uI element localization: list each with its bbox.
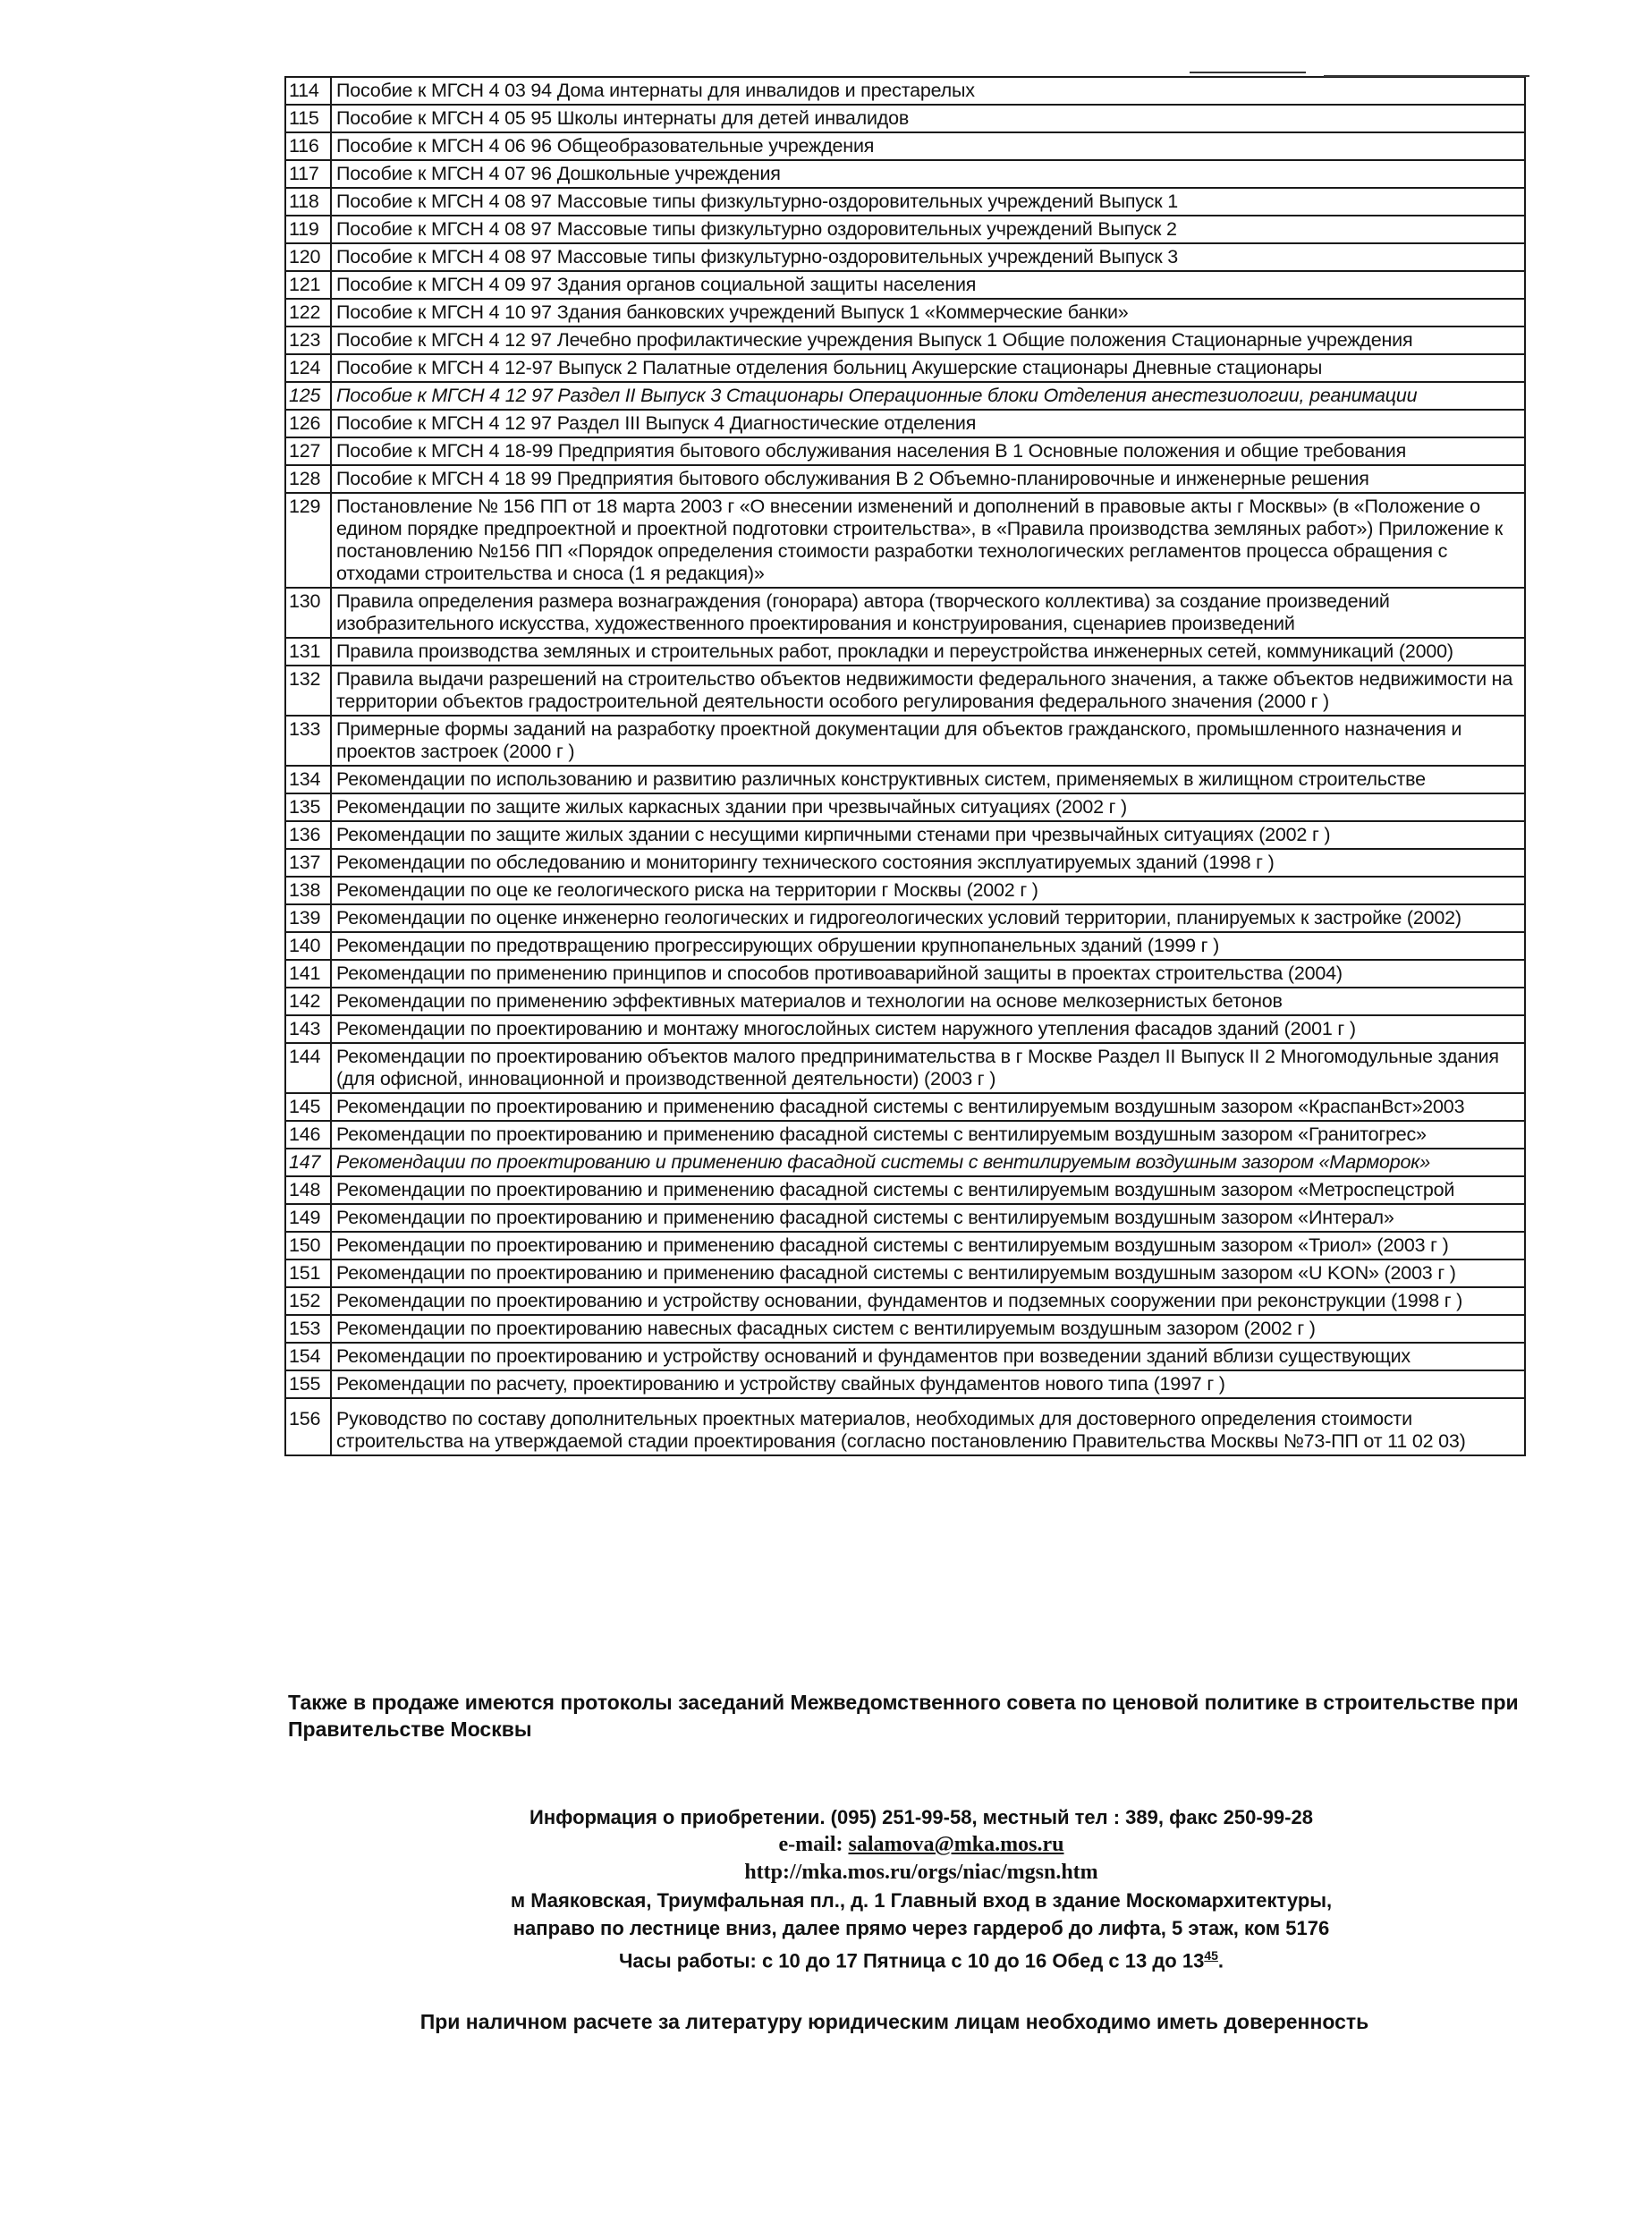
catalog-row xyxy=(285,410,1525,437)
catalog-row-title: Постановление № 156 ПП от 18 марта 2003 г «О внесении изменений и дополнений в правовые акты г Москвы» (в «Положение о едином порядке предпроектной и проектной подготовки строительства», в «Правила производства земляных работ») Приложение к постановлению №156 ПП «Порядок определения стоимости разработки технологических регламентов процесса обращения с отходами строительства и сноса (1 я редакция)» xyxy=(331,493,1525,588)
catalog-row-number: 133 xyxy=(285,716,331,766)
catalog-row-title: Пособие к МГСН 4 18 99 Предприятия бытового обслуживания В 2 Объемно-планировочные и инженерные решения xyxy=(331,465,1525,493)
catalog-row-number: 146 xyxy=(285,1121,331,1149)
catalog-row-number: 118 xyxy=(285,188,331,216)
catalog-row-number: 130 xyxy=(285,588,331,638)
catalog-row-title: Пособие к МГСН 4 07 96 Дошкольные учреждения xyxy=(331,160,1525,188)
contact-email-label: e-mail: xyxy=(778,1833,843,1856)
catalog-row xyxy=(285,666,1525,716)
catalog-row-number: 140 xyxy=(285,932,331,960)
catalog-row-title: Рекомендации по применению эффективных материалов и технологии на основе мелкозернистых бетонов xyxy=(331,988,1525,1015)
catalog-row-title: Рекомендации по применению принципов и способов противоаварийной защиты в проектах строительства (2004) xyxy=(331,960,1525,988)
catalog-row xyxy=(285,1121,1525,1149)
catalog-row-title: Рекомендации по расчету, проектированию и устройству свайных фундаментов нового типа (1997 г ) xyxy=(331,1370,1525,1398)
catalog-row xyxy=(285,877,1525,904)
catalog-row-number: 123 xyxy=(285,327,331,354)
catalog-row xyxy=(285,105,1525,132)
catalog-row-title: Пособие к МГСН 4 05 95 Школы интернаты для детей инвалидов xyxy=(331,105,1525,132)
catalog-row xyxy=(285,1093,1525,1121)
catalog-row-title: Рекомендации по защите жилых каркасных здании при чрезвычайных ситуациях (2002 г ) xyxy=(331,793,1525,821)
catalog-row-title: Пособие к МГСН 4 10 97 Здания банковских учреждений Выпуск 1 «Коммерческие банки» xyxy=(331,299,1525,327)
catalog-row-number: 152 xyxy=(285,1287,331,1315)
catalog-row-title: Рекомендации по оценке инженерно геологических и гидрогеологических условий территории, планируемых к застройке (2002) xyxy=(331,904,1525,932)
catalog-row-title: Рекомендации по проектированию навесных фасадных систем с вентилируемым воздушным зазором (2002 г ) xyxy=(331,1315,1525,1343)
notice-text: Также в продаже имеются протоколы заседаний Межведомственного совета по ценовой политике в строительстве при Правительстве Москвы xyxy=(288,1691,1519,1741)
catalog-row xyxy=(285,1043,1525,1093)
catalog-row xyxy=(285,1015,1525,1043)
catalog-row-number: 117 xyxy=(285,160,331,188)
catalog-row-title: Правила определения размера вознаграждения (гонорара) автора (творческого коллектива) за создание произведений изобразительного искусства, художественного проектирования и конструирования, сценариев произведений xyxy=(331,588,1525,638)
catalog-row-title: Рекомендации по проектированию объектов малого предпринимательства в г Москве Раздел II Выпуск II 2 Многомодульные здания (для офисной, инновационной и производственной деятельности) (2003 г ) xyxy=(331,1043,1525,1093)
catalog-row-number: 143 xyxy=(285,1015,331,1043)
catalog-row xyxy=(285,132,1525,160)
catalog-row-title: Пособие к МГСН 4 18-99 Предприятия бытового обслуживания населения В 1 Основные положения и общие требования xyxy=(331,437,1525,465)
catalog-row xyxy=(285,77,1525,105)
contact-url-link[interactable]: http://mka.mos.ru/orgs/niac/mgsn.htm xyxy=(744,1861,1098,1884)
catalog-row-title: Пособие к МГСН 4 12 97 Лечебно профилактические учреждения Выпуск 1 Общие положения Стационарные учреждения xyxy=(331,327,1525,354)
catalog-row-title: Правила производства земляных и строительных работ, прокладки и переустройства инженерных сетей, коммуникаций (2000) xyxy=(331,638,1525,666)
catalog-row xyxy=(285,354,1525,382)
catalog-row-title: Правила выдачи разрешений на строительство объектов недвижимости федерального значения, а также объектов недвижимости на территории объектов градостроительной деятельности особого регулирования федерального значения (2000 г ) xyxy=(331,666,1525,716)
catalog-row-title: Рекомендации по проектированию и применению фасадной системы с вентилируемым воздушным зазором «U KON» (2003 г ) xyxy=(331,1259,1525,1287)
catalog-row-number: 153 xyxy=(285,1315,331,1343)
catalog-row-number: 119 xyxy=(285,216,331,243)
catalog-row-title: Руководство по составу дополнительных проектных материалов, необходимых для достоверного определения стоимости строительства на утверждаемой стадии проектирования (согласно постановлению Правительства Москвы №73-ПП от 11 02 03) xyxy=(331,1398,1525,1455)
catalog-row-title: Рекомендации по проектированию и применению фасадной системы с вентилируемым воздушным зазором «Интерал» xyxy=(331,1204,1525,1232)
catalog-row-title: Пособие к МГСН 4 12-97 Выпуск 2 Палатные отделения больниц Акушерские стационары Дневные стационары xyxy=(331,354,1525,382)
catalog-row-title: Пособие к МГСН 4 06 96 Общеобразовательные учреждения xyxy=(331,132,1525,160)
catalog-row xyxy=(285,904,1525,932)
catalog-row-title: Рекомендации по проектированию и применению фасадной системы с вентилируемым воздушным зазором «Марморок» xyxy=(331,1149,1525,1176)
catalog-row xyxy=(285,1370,1525,1398)
catalog-row-number: 131 xyxy=(285,638,331,666)
catalog-row-number: 132 xyxy=(285,666,331,716)
catalog-row xyxy=(285,327,1525,354)
catalog-row-title: Рекомендации по предотвращению прогрессирующих обрушении крупнопанельных зданий (1999 г ) xyxy=(331,932,1525,960)
catalog-row-number: 125 xyxy=(285,382,331,410)
catalog-row-title: Пособие к МГСН 4 09 97 Здания органов социальной защиты населения xyxy=(331,271,1525,299)
catalog-row xyxy=(285,960,1525,988)
catalog-row-title: Пособие к МГСН 4 08 97 Массовые типы физкультурно-оздоровительных учреждений Выпуск 3 xyxy=(331,243,1525,271)
catalog-row-title: Рекомендации по проектированию и монтажу многослойных систем наружного утепления фасадов зданий (2001 г ) xyxy=(331,1015,1525,1043)
scan-artifact-line xyxy=(1324,75,1529,77)
catalog-row xyxy=(285,1176,1525,1204)
catalog-row-title: Рекомендации по оце ке геологического риска на территории г Москвы (2002 г ) xyxy=(331,877,1525,904)
catalog-row-number: 145 xyxy=(285,1093,331,1121)
catalog-table-body xyxy=(285,77,1525,1455)
catalog-row-title: Пособие к МГСН 4 03 94 Дома интернаты для инвалидов и престарелых xyxy=(331,77,1525,105)
catalog-row xyxy=(285,1259,1525,1287)
catalog-row xyxy=(285,638,1525,666)
catalog-row xyxy=(285,188,1525,216)
catalog-row-number: 128 xyxy=(285,465,331,493)
catalog-row-number: 116 xyxy=(285,132,331,160)
catalog-row-title: Рекомендации по проектированию и применению фасадной системы с вентилируемым воздушным зазором «Метроспецстрой xyxy=(331,1176,1525,1204)
catalog-row-title: Рекомендации по проектированию и применению фасадной системы с вентилируемым воздушным зазором «Гранитогрес» xyxy=(331,1121,1525,1149)
catalog-row-number: 120 xyxy=(285,243,331,271)
catalog-row-number: 150 xyxy=(285,1232,331,1259)
catalog-row xyxy=(285,849,1525,877)
catalog-row xyxy=(285,493,1525,588)
catalog-row xyxy=(285,1204,1525,1232)
contact-hours-text: Часы работы: с 10 до 17 Пятница с 10 до 16 Обед с 13 до 13 xyxy=(618,1949,1205,1972)
catalog-row xyxy=(285,1232,1525,1259)
catalog-row xyxy=(285,160,1525,188)
catalog-row-number: 127 xyxy=(285,437,331,465)
catalog-row-number: 129 xyxy=(285,493,331,588)
catalog-row xyxy=(285,932,1525,960)
catalog-row-title: Примерные формы заданий на разработку проектной документации для объектов гражданского, промышленного назначения и проектов застроек (2000 г ) xyxy=(331,716,1525,766)
contact-email-line xyxy=(394,1831,1449,1859)
contact-phones: Информация о приобретении. (095) 251-99-58, местный тел : 389, факс 250-99-28 xyxy=(529,1806,1313,1828)
catalog-row xyxy=(285,465,1525,493)
catalog-row-title: Рекомендации по использованию и развитию различных конструктивных систем, применяемых в жилищном строительстве xyxy=(331,766,1525,793)
catalog-row-title: Рекомендации по защите жилых здании с несущими кирпичными стенами при чрезвычайных ситуациях (2002 г ) xyxy=(331,821,1525,849)
catalog-row xyxy=(285,588,1525,638)
catalog-row-number: 142 xyxy=(285,988,331,1015)
catalog-row xyxy=(285,299,1525,327)
catalog-row xyxy=(285,821,1525,849)
catalog-row-number: 154 xyxy=(285,1343,331,1370)
catalog-row-title: Пособие к МГСН 4 08 97 Массовые типы физкультурно оздоровительных учреждений Выпуск 2 xyxy=(331,216,1525,243)
catalog-row-number: 156 xyxy=(285,1398,331,1455)
catalog-row-title: Рекомендации по проектированию и применению фасадной системы с вентилируемым воздушным зазором «Триол» (2003 г ) xyxy=(331,1232,1525,1259)
contact-hours: Часы работы: с 10 до 17 Пятница с 10 до 16 Обед с 13 до $13^{45}$. xyxy=(618,1948,1224,1972)
catalog-row xyxy=(285,1343,1525,1370)
catalog-row xyxy=(285,437,1525,465)
catalog-row-number: 151 xyxy=(285,1259,331,1287)
catalog-row-number: 134 xyxy=(285,766,331,793)
catalog-row-number: 126 xyxy=(285,410,331,437)
catalog-row-number: 148 xyxy=(285,1176,331,1204)
catalog-row-number: 144 xyxy=(285,1043,331,1093)
catalog-row-number: 149 xyxy=(285,1204,331,1232)
catalog-row xyxy=(285,271,1525,299)
contact-address-line-1: м Маяковская, Триумфальная пл., д. 1 Главный вход в здание Москомархитектуры, xyxy=(510,1889,1333,1912)
catalog-row-number: 114 xyxy=(285,77,331,105)
catalog-row xyxy=(285,216,1525,243)
catalog-row-number: 136 xyxy=(285,821,331,849)
catalog-row xyxy=(285,1315,1525,1343)
contact-hours-minutes: 45 xyxy=(1204,1948,1218,1963)
scan-artifact-line xyxy=(1190,72,1306,73)
catalog-row-number: 121 xyxy=(285,271,331,299)
catalog-row-number: 122 xyxy=(285,299,331,327)
catalog-row-number: 138 xyxy=(285,877,331,904)
catalog-row-title: Пособие к МГСН 4 12 97 Раздел II Выпуск 3 Стационары Операционные блоки Отделения анестезиологии, реанимации xyxy=(331,382,1525,410)
contact-email-link[interactable]: salamova@mka.mos.ru xyxy=(848,1833,1064,1856)
catalog-row-title: Рекомендации по проектированию и устройству оснований и фундаментов при возведении зданий вблизи существующих xyxy=(331,1343,1525,1370)
contact-block xyxy=(394,1803,1449,1974)
catalog-row-title: Пособие к МГСН 4 12 97 Раздел III Выпуск 4 Диагностические отделения xyxy=(331,410,1525,437)
catalog-row-number: 137 xyxy=(285,849,331,877)
catalog-row xyxy=(285,243,1525,271)
catalog-row-title: Пособие к МГСН 4 08 97 Массовые типы физкультурно-оздоровительных учреждений Выпуск 1 xyxy=(331,188,1525,216)
catalog-row-number: 141 xyxy=(285,960,331,988)
catalog-row-number: 135 xyxy=(285,793,331,821)
catalog-row xyxy=(285,716,1525,766)
catalog-row xyxy=(285,988,1525,1015)
catalog-row-number: 155 xyxy=(285,1370,331,1398)
catalog-row xyxy=(285,1398,1525,1455)
catalog-row xyxy=(285,1149,1525,1176)
legal-note: При наличном расчете за литературу юридическим лицам необходимо иметь доверенность xyxy=(419,2010,1369,2033)
catalog-row xyxy=(285,382,1525,410)
catalog-row xyxy=(285,1287,1525,1315)
catalog-row-number: 147 xyxy=(285,1149,331,1176)
catalog-row-title: Рекомендации по проектированию и устройству основании, фундаментов и подземных сооружении при реконструкции (1998 г ) xyxy=(331,1287,1525,1315)
catalog-row-number: 139 xyxy=(285,904,331,932)
catalog-row xyxy=(285,766,1525,793)
catalog-row xyxy=(285,793,1525,821)
catalog-row-title: Рекомендации по проектированию и применению фасадной системы с вентилируемым воздушным зазором «КраспанВст»2003 xyxy=(331,1093,1525,1121)
catalog-row-title: Рекомендации по обследованию и мониторингу технического состояния эксплуатируемых зданий (1998 г ) xyxy=(331,849,1525,877)
catalog-row-number: 115 xyxy=(285,105,331,132)
catalog-table xyxy=(284,76,1526,1456)
contact-address-line-2: направо по лестнице вниз, далее прямо через гардероб до лифта, 5 этаж, ком 5176 xyxy=(513,1917,1330,1939)
catalog-row-number: 124 xyxy=(285,354,331,382)
